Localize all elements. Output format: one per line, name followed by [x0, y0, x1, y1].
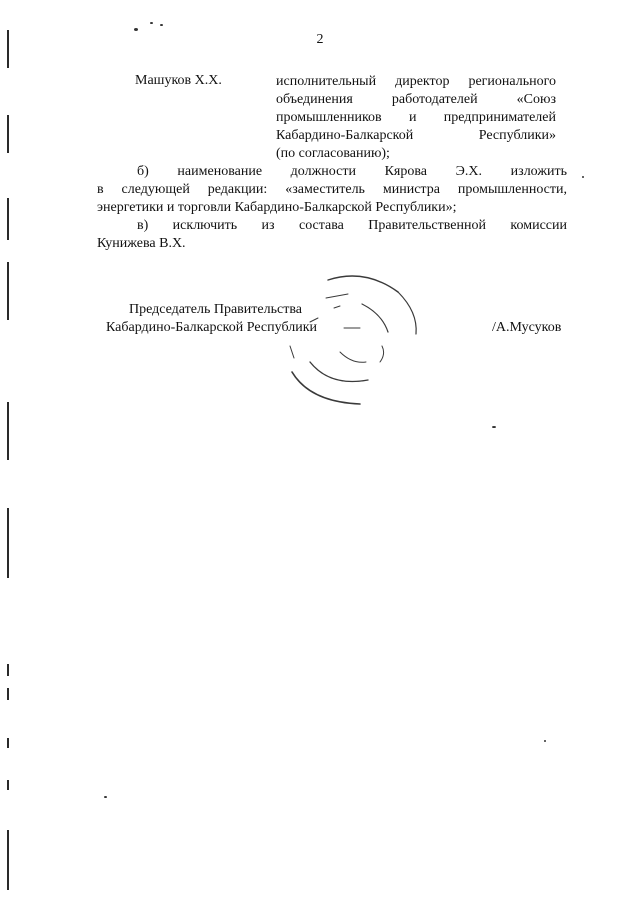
scan-edge-mark	[7, 262, 9, 320]
paragraph-line: энергетики и торговли Кабардино-Балкарской Республики»;	[97, 200, 457, 215]
stamp-arc	[334, 306, 340, 308]
member-role	[276, 73, 556, 163]
page-number: 2	[316, 32, 324, 47]
stamp-arc	[340, 352, 366, 362]
scan-speck	[134, 28, 138, 31]
member-name: Машуков Х.Х.	[135, 73, 222, 88]
member-role-line: Кабардино-Балкарской Республики»	[276, 128, 556, 143]
scan-edge-mark	[7, 738, 9, 748]
scan-edge-mark	[7, 508, 9, 578]
signature-title-line-1: Председатель Правительства	[129, 302, 302, 317]
member-role-line: (по согласованию);	[276, 146, 390, 161]
member-role-line: исполнительный директор регионального	[276, 74, 556, 89]
stamp-arc	[328, 276, 398, 292]
stamp-arc	[380, 346, 384, 362]
scan-speck	[104, 796, 107, 798]
scan-speck	[492, 426, 496, 428]
paragraph-line: б) наименование должности Кярова Э.Х. изложить	[137, 164, 567, 179]
stamp-arc	[290, 346, 294, 358]
scan-edge-mark	[7, 402, 9, 460]
scan-edge-mark	[7, 688, 9, 700]
stamp-arc	[398, 292, 416, 334]
scan-edge-mark	[7, 780, 9, 790]
stamp-arc	[326, 294, 348, 298]
signature-name: /А.Мусуков	[492, 320, 562, 335]
stamp-arc	[362, 304, 388, 332]
paragraph-c	[97, 217, 567, 253]
member-role-line: объединения работодателей «Союз	[276, 92, 556, 107]
stamp-arc	[292, 372, 360, 404]
scan-edge-mark	[7, 198, 9, 240]
official-stamp	[270, 262, 430, 422]
scan-speck	[544, 740, 546, 742]
scan-edge-mark	[7, 830, 9, 890]
stamp-arc	[310, 362, 368, 382]
scan-speck	[582, 176, 584, 178]
signature-title-line-2: Кабардино-Балкарской Республики	[106, 320, 317, 335]
scan-edge-mark	[7, 30, 9, 68]
scan-edge-mark	[7, 664, 9, 676]
paragraph-line: в) исключить из состава Правительственной комиссии	[137, 218, 567, 233]
scan-speck	[160, 24, 163, 26]
paragraph-b	[97, 163, 567, 217]
paragraph-line: в следующей редакции: «заместитель министра промышленности,	[97, 182, 567, 197]
member-role-line: промышленников и предпринимателей	[276, 110, 556, 125]
scan-edge-mark	[7, 115, 9, 153]
paragraph-line: Кунижева В.Х.	[97, 236, 186, 251]
scan-speck	[150, 22, 153, 24]
